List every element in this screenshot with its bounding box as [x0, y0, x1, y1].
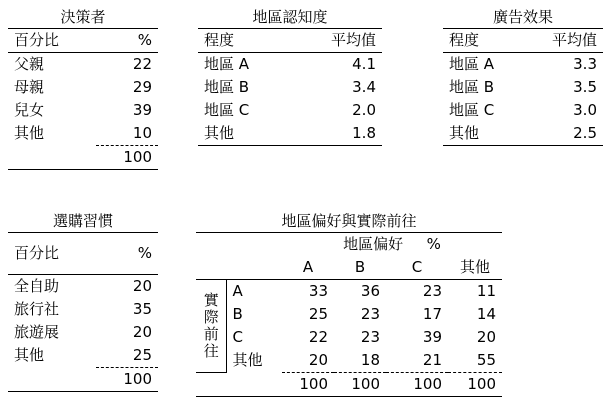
col-header: 其他 — [459, 258, 490, 276]
row-label: 地區 C — [449, 101, 495, 119]
row-value: 4.1 — [352, 55, 376, 73]
side-label: 實際前往 — [201, 292, 220, 360]
decision-maker-title: 決策者 — [60, 8, 106, 26]
cell-value: 20 — [308, 351, 328, 369]
row-value: 20 — [132, 323, 152, 341]
header-label: 程度 — [198, 29, 290, 53]
cell-value: 39 — [422, 328, 442, 346]
cell-value: 23 — [360, 305, 380, 323]
row-value: 29 — [132, 78, 152, 96]
row-label: 其他 — [14, 346, 45, 365]
cell-value: 22 — [308, 328, 328, 346]
cell-value: 17 — [422, 305, 442, 323]
row-value: 2.0 — [352, 101, 376, 119]
preference-vs-actual-title: 地區偏好與實際前往 — [281, 212, 417, 230]
row-label: 父親 — [14, 55, 45, 73]
cell-value: 36 — [360, 282, 380, 300]
row-value: 3.3 — [573, 55, 597, 73]
total-value: 100 — [282, 373, 334, 397]
cell-value: 33 — [308, 282, 328, 300]
cell-value: 18 — [360, 351, 380, 369]
row-value: 3.5 — [573, 78, 597, 96]
header-unit: 平均值 — [290, 29, 382, 53]
row-value: 2.5 — [523, 122, 603, 146]
total-value: 100 — [448, 373, 502, 397]
row-value: 35 — [132, 300, 152, 318]
row-label: 地區 C — [204, 101, 250, 119]
unit-label: % — [426, 235, 441, 253]
row-value: 3.0 — [573, 101, 597, 119]
header-label: 百分比 — [8, 233, 96, 275]
row-value: 3.4 — [352, 78, 376, 96]
row-value: 10 — [132, 124, 152, 142]
cell-value: 25 — [308, 305, 328, 323]
purchase-habit-table — [8, 210, 158, 392]
ad-effect-title: 廣告效果 — [492, 8, 553, 26]
group-label: 地區偏好 — [343, 235, 404, 253]
region-awareness-table — [198, 6, 382, 146]
header-unit: 平均值 — [523, 29, 603, 53]
row-label: A — [226, 280, 282, 304]
row-value: 20 — [132, 277, 152, 295]
row-label: 兒女 — [14, 101, 45, 119]
row-label: 地區 B — [204, 78, 250, 96]
cell-value: 23 — [360, 328, 380, 346]
header-unit: % — [96, 233, 158, 275]
cell-value: 14 — [476, 305, 496, 323]
header-unit: % — [96, 29, 158, 53]
header-label: 程度 — [443, 29, 523, 53]
row-label: B — [226, 303, 282, 326]
total-value: 100 — [334, 373, 386, 397]
preference-vs-actual-table — [196, 210, 502, 397]
total-value: 100 — [96, 368, 158, 392]
row-label: C — [226, 326, 282, 349]
row-label: 旅行社 — [14, 300, 60, 318]
row-label: 其他 — [443, 122, 523, 146]
row-label: 全自助 — [14, 277, 60, 295]
row-value: 39 — [132, 101, 152, 119]
row-label: 地區 B — [449, 78, 495, 96]
cell-value: 20 — [476, 328, 496, 346]
col-header: B — [354, 258, 366, 276]
row-value: 1.8 — [290, 122, 382, 146]
row-value: 25 — [132, 346, 152, 364]
header-label: 百分比 — [8, 29, 96, 53]
row-value: 22 — [132, 55, 152, 73]
row-label: 其他 — [14, 124, 45, 143]
ad-effect-table — [443, 6, 603, 146]
col-header: C — [411, 258, 423, 276]
row-label: 其他 — [198, 122, 290, 146]
cell-value: 23 — [422, 282, 442, 300]
cell-value: 55 — [476, 351, 496, 369]
cell-value: 21 — [422, 351, 442, 369]
row-label: 地區 A — [204, 55, 250, 73]
col-header: A — [302, 258, 314, 276]
row-label: 旅遊展 — [14, 323, 60, 341]
row-label: 母親 — [14, 78, 45, 96]
total-value: 100 — [96, 146, 158, 170]
region-awareness-title: 地區認知度 — [252, 8, 328, 26]
row-label: 其他 — [226, 349, 282, 373]
purchase-habit-title: 選購習慣 — [52, 212, 113, 230]
decision-maker-table — [8, 6, 158, 170]
row-label: 地區 A — [449, 55, 495, 73]
total-value: 100 — [386, 373, 448, 397]
cell-value: 11 — [476, 282, 496, 300]
